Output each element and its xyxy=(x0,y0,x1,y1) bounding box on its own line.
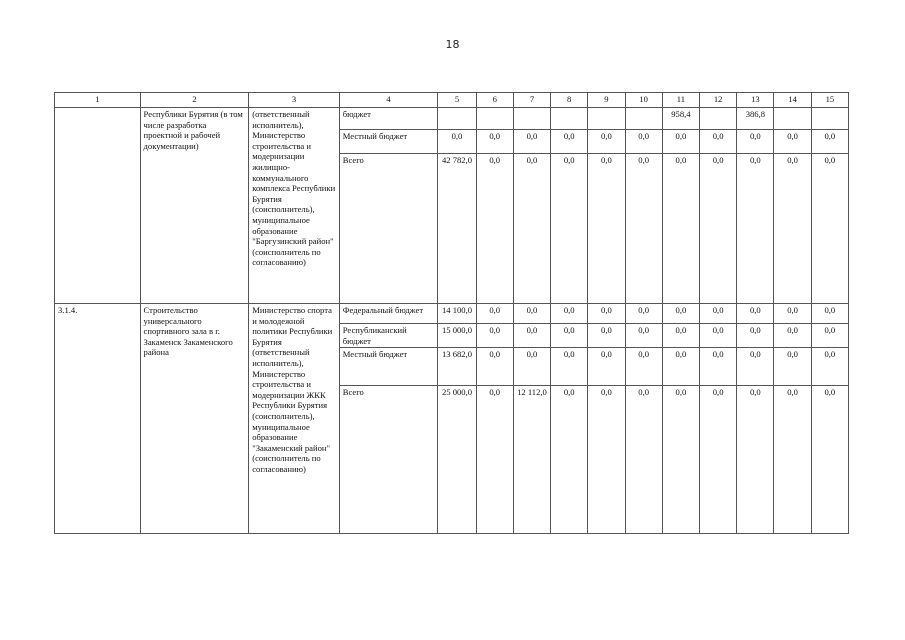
value-cell-col6: 0,0 xyxy=(476,130,513,154)
value-cell-col12: 0,0 xyxy=(700,348,737,386)
column-header-10: 10 xyxy=(625,93,662,108)
value-cell-col10: 0,0 xyxy=(625,324,662,348)
value-cell-col10: 0,0 xyxy=(625,348,662,386)
value-cell-col15: 0,0 xyxy=(811,154,848,304)
funding-source-cell: Федеральный бюджет xyxy=(339,304,438,324)
value-cell-col15: 0,0 xyxy=(811,130,848,154)
value-cell-col15 xyxy=(811,108,848,130)
column-header-7: 7 xyxy=(513,93,550,108)
funding-source-cell: Всего xyxy=(339,386,438,534)
value-cell-col10 xyxy=(625,108,662,130)
value-cell-col10: 0,0 xyxy=(625,386,662,534)
value-cell-col14: 0,0 xyxy=(774,304,811,324)
value-cell-col8: 0,0 xyxy=(551,154,588,304)
value-cell-col14: 0,0 xyxy=(774,348,811,386)
table-header-row xyxy=(55,93,849,108)
funding-source-cell: Всего xyxy=(339,154,438,304)
value-cell-col11: 0,0 xyxy=(662,386,699,534)
value-cell-col11: 0,0 xyxy=(662,154,699,304)
column-header-11: 11 xyxy=(662,93,699,108)
column-header-12: 12 xyxy=(700,93,737,108)
funding-source-cell: Республиканский бюджет xyxy=(339,324,438,348)
value-cell-col14: 0,0 xyxy=(774,324,811,348)
value-cell-col5: 42 782,0 xyxy=(438,154,476,304)
value-cell-col13: 386,8 xyxy=(737,108,774,130)
value-cell-col12: 0,0 xyxy=(700,324,737,348)
value-cell-col5: 13 682,0 xyxy=(438,348,476,386)
value-cell-col7: 0,0 xyxy=(513,304,550,324)
funding-source-cell: бюджет xyxy=(339,108,438,130)
value-cell-col7: 0,0 xyxy=(513,324,550,348)
value-cell-col15: 0,0 xyxy=(811,348,848,386)
page-number: 18 xyxy=(445,38,460,51)
value-cell-col10: 0,0 xyxy=(625,304,662,324)
value-cell-col6: 0,0 xyxy=(476,304,513,324)
value-cell-col14: 0,0 xyxy=(774,130,811,154)
value-cell-col10: 0,0 xyxy=(625,154,662,304)
column-header-4: 4 xyxy=(339,93,438,108)
value-cell-col7: 0,0 xyxy=(513,154,550,304)
value-cell-col14: 0,0 xyxy=(774,154,811,304)
table-row xyxy=(55,304,849,324)
value-cell-col13: 0,0 xyxy=(737,130,774,154)
funding-source-cell: Местный бюджет xyxy=(339,348,438,386)
value-cell-col8: 0,0 xyxy=(551,130,588,154)
value-cell-col13: 0,0 xyxy=(737,304,774,324)
value-cell-col13: 0,0 xyxy=(737,348,774,386)
value-cell-col15: 0,0 xyxy=(811,324,848,348)
value-cell-col10: 0,0 xyxy=(625,130,662,154)
value-cell-col13: 0,0 xyxy=(737,386,774,534)
value-cell-col12: 0,0 xyxy=(700,130,737,154)
budget-table xyxy=(54,92,849,534)
value-cell-col15: 0,0 xyxy=(811,386,848,534)
item-number-cell xyxy=(55,108,141,304)
value-cell-col11: 0,0 xyxy=(662,304,699,324)
value-cell-col12: 0,0 xyxy=(700,386,737,534)
value-cell-col11: 0,0 xyxy=(662,324,699,348)
value-cell-col12 xyxy=(700,108,737,130)
value-cell-col11: 958,4 xyxy=(662,108,699,130)
table-row xyxy=(55,108,849,130)
value-cell-col7 xyxy=(513,108,550,130)
column-header-3: 3 xyxy=(249,93,340,108)
item-title-cell: Строительство универсального спортивного зала в г. Закаменск Закаменского района xyxy=(140,304,249,534)
value-cell-col15: 0,0 xyxy=(811,304,848,324)
value-cell-col9: 0,0 xyxy=(588,130,625,154)
value-cell-col14: 0,0 xyxy=(774,386,811,534)
value-cell-col9: 0,0 xyxy=(588,386,625,534)
value-cell-col5: 0,0 xyxy=(438,130,476,154)
item-title-cell: Республики Бурятия (в том числе разработка проектной и рабочей документации) xyxy=(140,108,249,304)
executors-cell: Министерство спорта и молодежной политики Республики Бурятия (ответственный исполнитель), Министерство строительства и модернизации ЖКК Республики Бурятия (соисполнитель), муниципальное образование "Закаменский район" (соисполнитель по согласованию) xyxy=(249,304,340,534)
value-cell-col6 xyxy=(476,108,513,130)
value-cell-col9 xyxy=(588,108,625,130)
value-cell-col6: 0,0 xyxy=(476,154,513,304)
value-cell-col9: 0,0 xyxy=(588,348,625,386)
value-cell-col11: 0,0 xyxy=(662,348,699,386)
column-header-6: 6 xyxy=(476,93,513,108)
value-cell-col5 xyxy=(438,108,476,130)
column-header-5: 5 xyxy=(438,93,476,108)
value-cell-col14 xyxy=(774,108,811,130)
value-cell-col8: 0,0 xyxy=(551,324,588,348)
value-cell-col5: 15 000,0 xyxy=(438,324,476,348)
value-cell-col8: 0,0 xyxy=(551,386,588,534)
value-cell-col8 xyxy=(551,108,588,130)
value-cell-col6: 0,0 xyxy=(476,348,513,386)
value-cell-col9: 0,0 xyxy=(588,154,625,304)
value-cell-col13: 0,0 xyxy=(737,324,774,348)
value-cell-col11: 0,0 xyxy=(662,130,699,154)
column-header-2: 2 xyxy=(140,93,249,108)
value-cell-col6: 0,0 xyxy=(476,386,513,534)
value-cell-col5: 14 100,0 xyxy=(438,304,476,324)
value-cell-col6: 0,0 xyxy=(476,324,513,348)
column-header-15: 15 xyxy=(811,93,848,108)
value-cell-col12: 0,0 xyxy=(700,154,737,304)
value-cell-col8: 0,0 xyxy=(551,304,588,324)
column-header-13: 13 xyxy=(737,93,774,108)
column-header-1: 1 xyxy=(55,93,141,108)
column-header-9: 9 xyxy=(588,93,625,108)
value-cell-col9: 0,0 xyxy=(588,304,625,324)
column-header-8: 8 xyxy=(551,93,588,108)
value-cell-col7: 0,0 xyxy=(513,130,550,154)
value-cell-col7: 12 112,0 xyxy=(513,386,550,534)
value-cell-col12: 0,0 xyxy=(700,304,737,324)
item-number-cell: 3.1.4. xyxy=(55,304,141,534)
value-cell-col13: 0,0 xyxy=(737,154,774,304)
column-header-14: 14 xyxy=(774,93,811,108)
value-cell-col9: 0,0 xyxy=(588,324,625,348)
value-cell-col7: 0,0 xyxy=(513,348,550,386)
executors-cell: (ответственный исполнитель), Министерство строительства и модернизации жилищно-коммунального комплекса Республики Бурятия (соисполнитель), муниципальное образование "Баргузинский район" (соисполнитель по согласованию) xyxy=(249,108,340,304)
value-cell-col5: 25 000,0 xyxy=(438,386,476,534)
value-cell-col8: 0,0 xyxy=(551,348,588,386)
funding-source-cell: Местный бюджет xyxy=(339,130,438,154)
